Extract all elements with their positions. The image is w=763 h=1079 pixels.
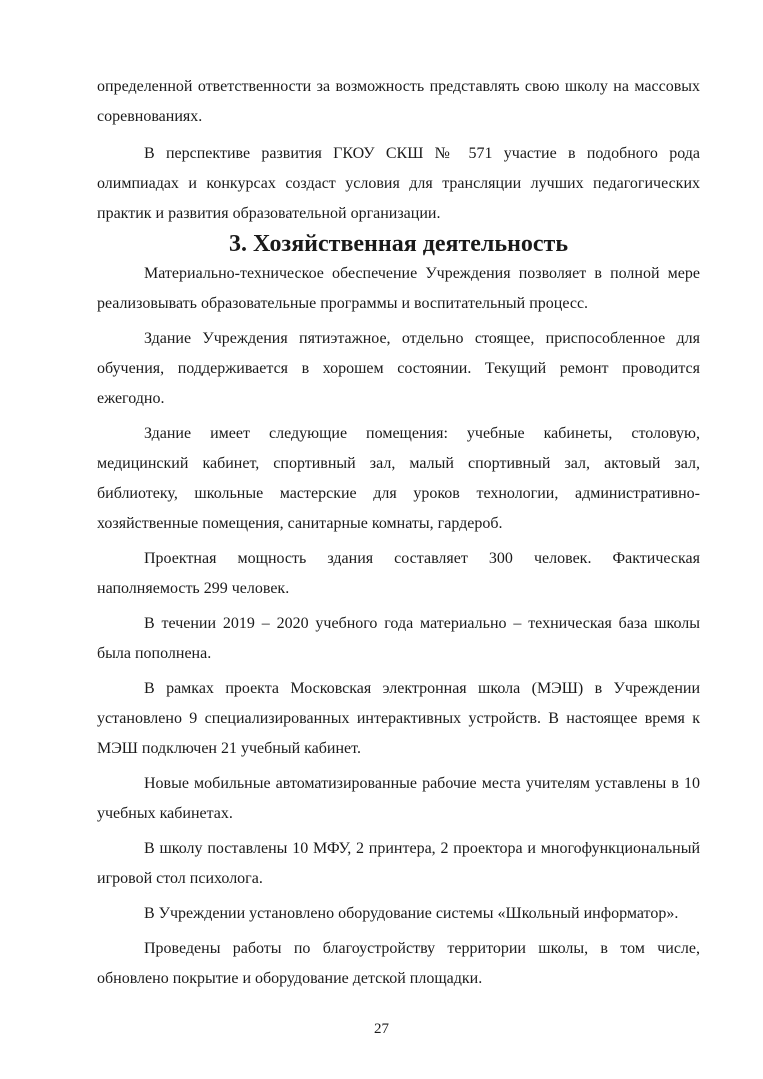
paragraph-territory: Проведены работы по благоустройству территории школы, в том числе, обновлено покрытие и оборудование детской площадки. xyxy=(97,940,700,987)
page-body xyxy=(97,72,700,994)
paragraph-mesh: В рамках проекта Московская электронная школа (МЭШ) в Учреждении установлено 9 специализированных интерактивных устройств. В настоящее время к МЭШ подключен 21 учебный кабинет. xyxy=(97,680,700,757)
paragraph-capacity: Проектная мощность здания составляет 300 человек. Фактическая наполняемость 299 человек. xyxy=(97,550,700,597)
paragraph-equipment: В школу поставлены 10 МФУ, 2 принтера, 2 проектора и многофункциональный игровой стол психолога. xyxy=(97,840,700,887)
paragraph-base-replenished: В течении 2019 – 2020 учебного года материально – техническая база школы была пополнена. xyxy=(97,615,700,662)
section-heading: 3. Хозяйственная деятельность xyxy=(228,231,569,257)
paragraph-olympiad-perspective: В перспективе развития ГКОУ СКШ № 571 участие в подобного рода олимпиадах и конкурсах создаст условия для трансляции лучших педагогических практик и развития образовательной организации. xyxy=(97,145,700,222)
paragraph-continuation: определенной ответственности за возможность представлять свою школу на массовых соревнованиях. xyxy=(97,78,700,125)
page-number: 27 xyxy=(374,1021,389,1037)
paragraph-premises: Здание имеет следующие помещения: учебные кабинеты, столовую, медицинский кабинет, спортивный зал, малый спортивный зал, актовый зал, библиотеку, школьные мастерские для уроков технологии, административно-хозяйственные помещения, санитарные комнаты, гардероб. xyxy=(97,425,700,532)
paragraph-informer: В Учреждении установлено оборудование системы «Школьный информатор». xyxy=(144,905,679,922)
paragraph-workstations: Новые мобильные автоматизированные рабочие места учителям уставлены в 10 учебных кабинетах. xyxy=(97,775,700,822)
paragraph-material-support: Материально-техническое обеспечение Учреждения позволяет в полной мере реализовывать образовательные программы и воспитательный процесс. xyxy=(97,265,700,312)
paragraph-building: Здание Учреждения пятиэтажное, отдельно стоящее, приспособленное для обучения, поддерживается в хорошем состоянии. Текущий ремонт проводится ежегодно. xyxy=(97,330,700,407)
